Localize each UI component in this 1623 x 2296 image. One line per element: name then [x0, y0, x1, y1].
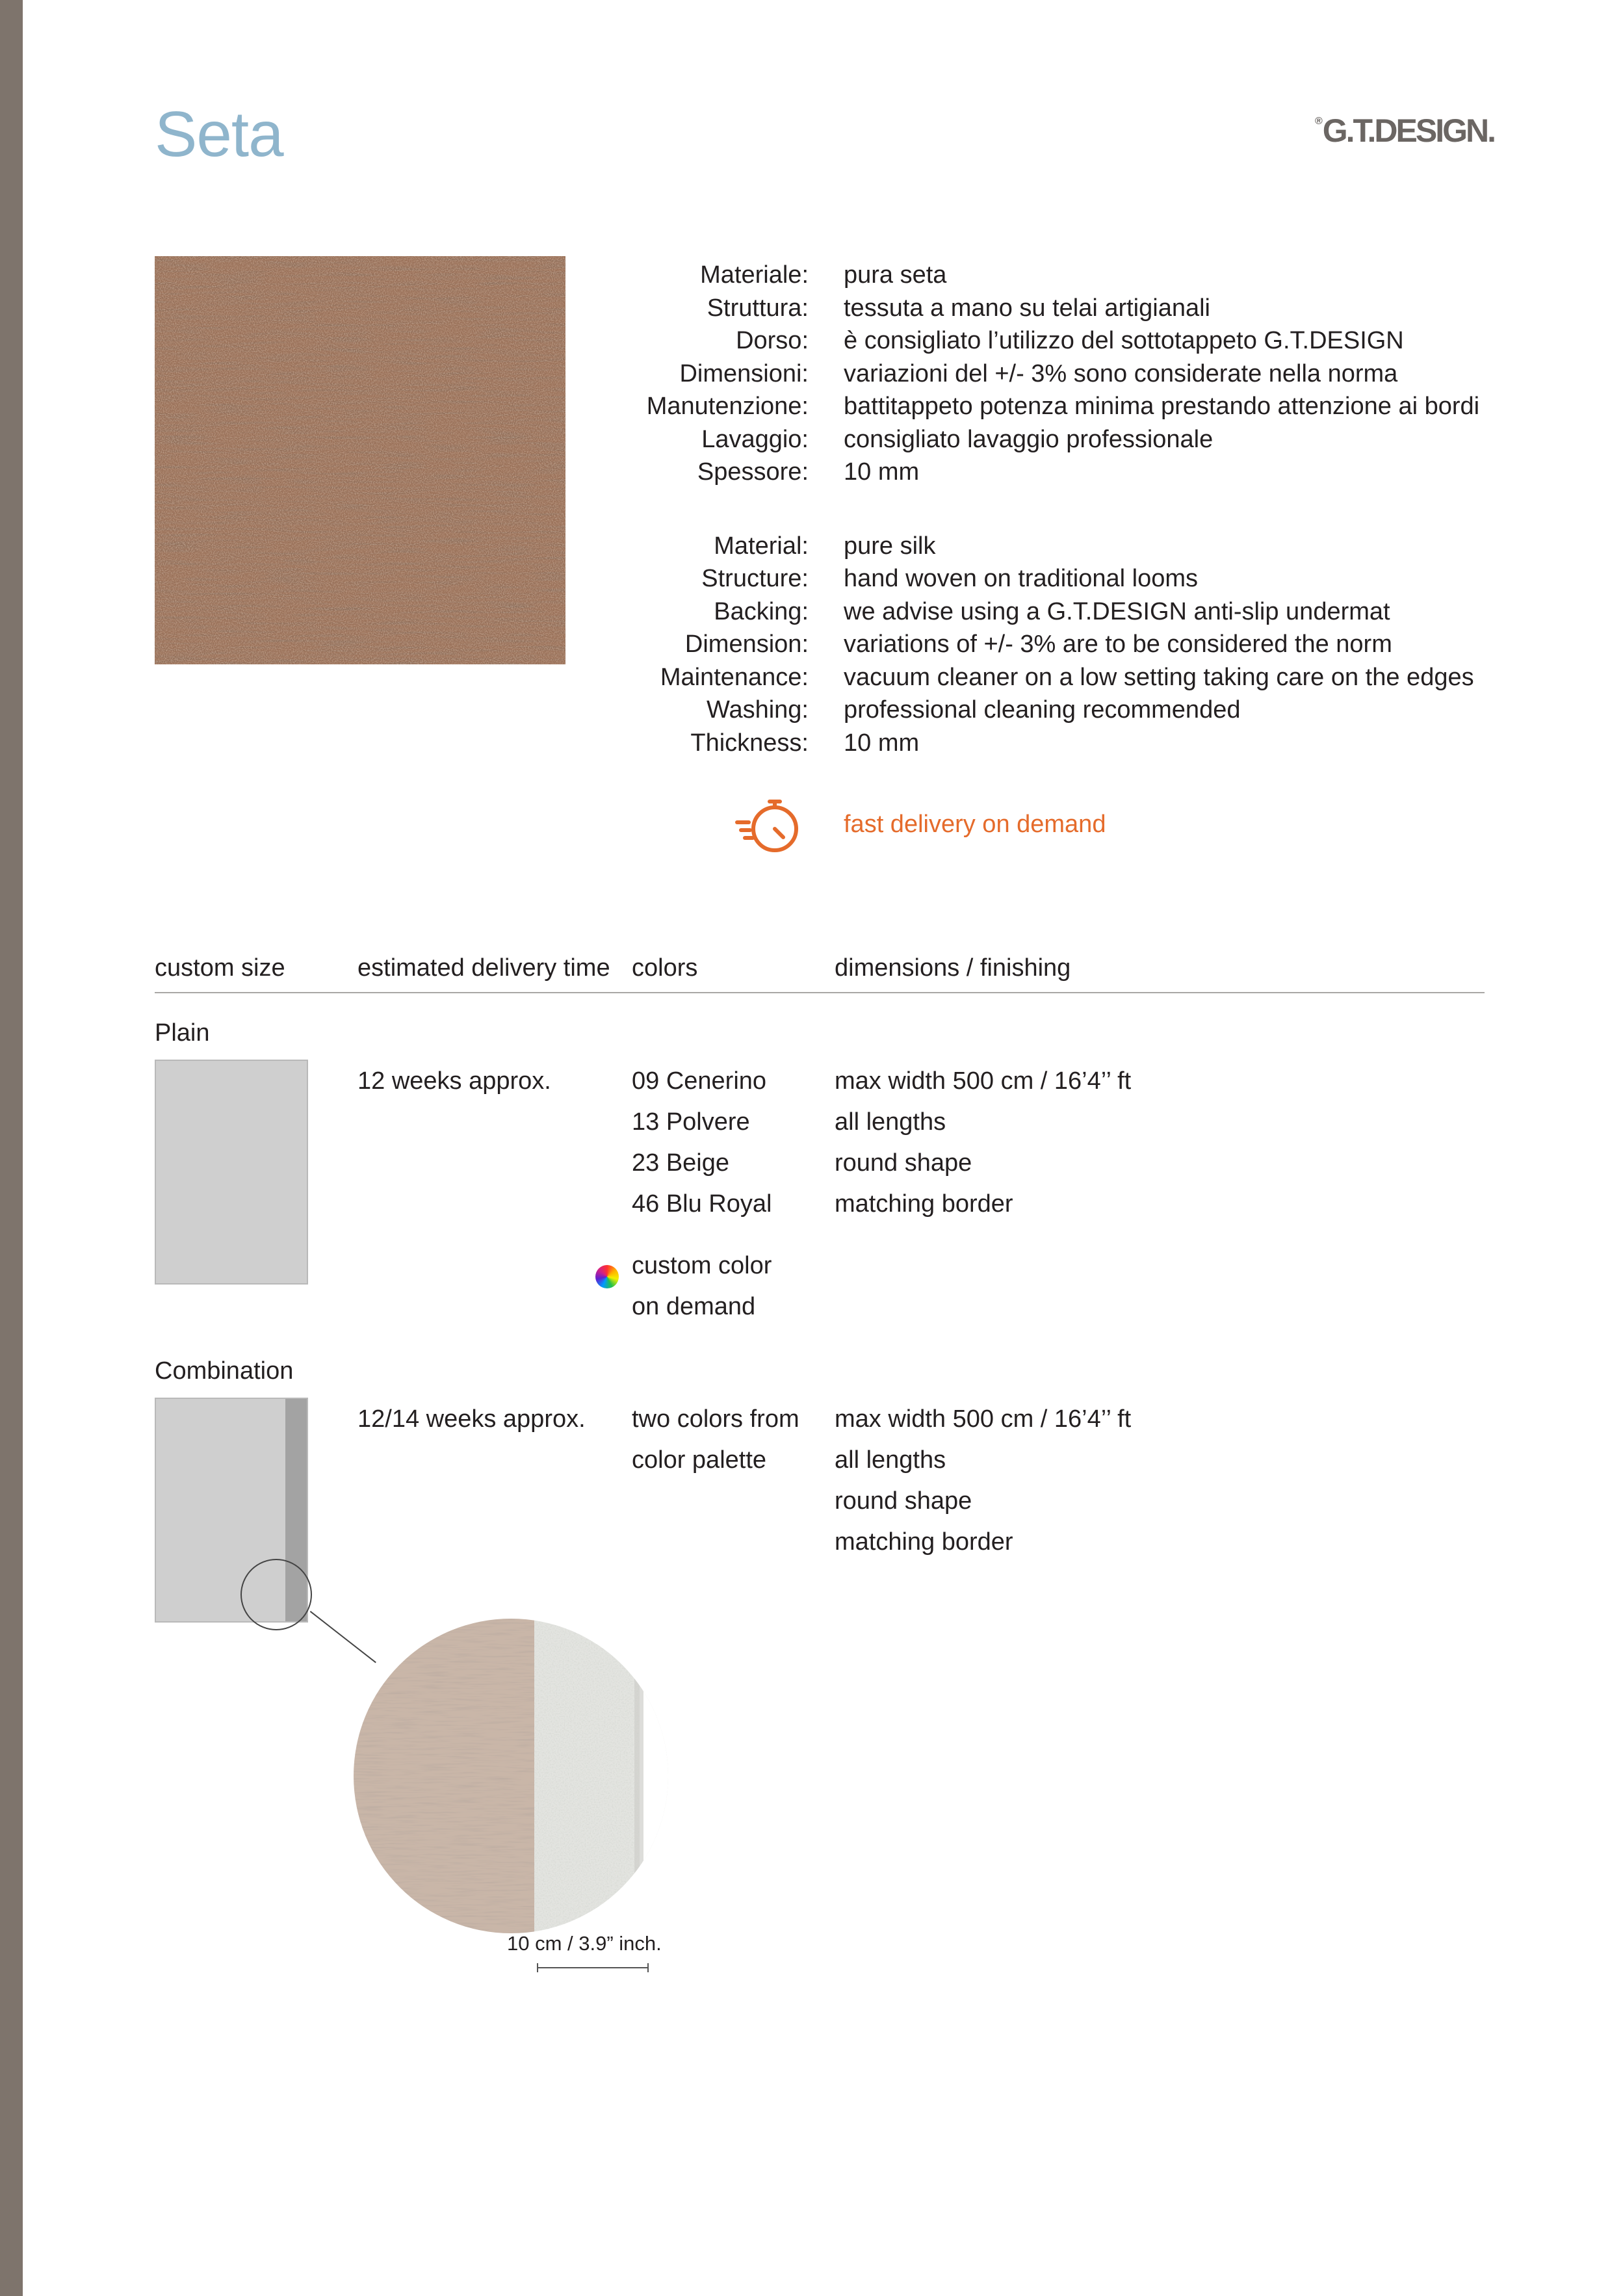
table-header	[155, 954, 1485, 993]
spec-label: Manutenzione:	[646, 393, 809, 420]
spec-row	[585, 595, 1560, 629]
spec-row	[585, 628, 1560, 661]
registered-mark: ®	[1314, 116, 1323, 127]
spec-label: Washing:	[707, 696, 809, 724]
spec-label: Spessore:	[697, 458, 809, 486]
spec-label: Lavaggio:	[701, 425, 809, 453]
specs-italian	[585, 259, 1560, 489]
spec-value: 10 mm	[844, 458, 920, 486]
spec-label: Dimensioni:	[679, 359, 809, 387]
spec-row	[585, 530, 1560, 563]
dimension-item: max width 500 cm / 16’4’’ ft	[835, 1067, 1132, 1095]
spec-value: pura seta	[844, 261, 947, 289]
spec-label: Struttura:	[707, 294, 809, 322]
spec-label: Materiale:	[700, 261, 809, 289]
spec-value: consigliato lavaggio professionale	[844, 425, 1214, 453]
scale-bar	[537, 1967, 649, 1968]
brand-name: G.T.DESIGN.	[1322, 112, 1494, 149]
custom-color-line: custom color	[632, 1252, 772, 1279]
brand-logo	[1315, 112, 1494, 150]
specs-block	[585, 259, 1560, 759]
spec-value: tessuta a mano su telai artigianali	[844, 294, 1210, 322]
color-item: 13 Polvere	[632, 1108, 750, 1136]
color-wheel-icon	[595, 1265, 619, 1288]
spec-value: vacuum cleaner on a low setting taking care on the edges	[844, 663, 1474, 691]
plain-delivery	[357, 1061, 551, 1102]
page-title: Seta	[155, 98, 283, 170]
fast-delivery	[734, 796, 1106, 856]
spec-value: variations of +/- 3% are to be considered the norm	[844, 631, 1392, 658]
spec-value: professional cleaning recommended	[844, 696, 1241, 724]
spec-row	[585, 324, 1560, 358]
spec-label: Structure:	[701, 565, 809, 592]
spec-value: variazioni del +/- 3% sono considerate nella norma	[844, 359, 1398, 387]
spec-row	[585, 390, 1560, 423]
spec-row	[585, 259, 1560, 292]
stopwatch-fast-icon	[734, 796, 805, 856]
header-custom-size: custom size	[155, 954, 285, 982]
color-item: two colors from	[632, 1405, 799, 1433]
plain-delivery-text: 12 weeks approx.	[357, 1067, 551, 1095]
plain-sample	[155, 1060, 308, 1285]
spec-label: Material:	[714, 532, 809, 560]
combination-colors	[632, 1399, 799, 1481]
specs-english	[585, 530, 1560, 760]
combination-dimensions	[835, 1399, 1131, 1563]
dimension-item: matching border	[835, 1190, 1013, 1218]
spec-value: 10 mm	[844, 729, 920, 757]
plain-label: Plain	[155, 1019, 210, 1047]
spec-value: battitappeto potenza minima prestando attenzione ai bordi	[844, 393, 1480, 420]
spec-value: hand woven on traditional looms	[844, 565, 1199, 592]
header-dimensions: dimensions / finishing	[835, 954, 1071, 982]
spec-row	[585, 456, 1560, 489]
color-item: 23 Beige	[632, 1149, 730, 1177]
spec-row	[585, 358, 1560, 391]
combination-label: Combination	[155, 1357, 294, 1385]
spec-row	[585, 292, 1560, 325]
dimension-item: round shape	[835, 1487, 972, 1515]
side-strip	[0, 0, 23, 2296]
color-item: 09 Cenerino	[632, 1067, 767, 1095]
spec-value: pure silk	[844, 532, 936, 560]
combination-delivery-text: 12/14 weeks approx.	[357, 1405, 586, 1433]
plain-colors	[632, 1061, 772, 1225]
spec-row	[585, 694, 1560, 727]
plain-dimensions	[835, 1061, 1131, 1225]
combination-delivery	[357, 1399, 586, 1440]
spec-label: Dimension:	[684, 631, 809, 658]
color-item: color palette	[632, 1446, 767, 1474]
dimension-item: max width 500 cm / 16’4’’ ft	[835, 1405, 1132, 1433]
custom-color	[632, 1246, 772, 1327]
header-colors: colors	[632, 954, 698, 982]
spec-label: Thickness:	[690, 729, 809, 757]
zoom-ring	[240, 1559, 312, 1630]
color-item: 46 Blu Royal	[632, 1190, 772, 1218]
zoom-detail-image	[354, 1619, 668, 1933]
spec-value: we advise using a G.T.DESIGN anti-slip undermat	[844, 597, 1390, 625]
header-delivery-time: estimated delivery time	[357, 954, 610, 982]
spec-row	[585, 661, 1560, 694]
dimension-item: all lengths	[835, 1446, 946, 1474]
spec-label: Backing:	[714, 597, 809, 625]
spec-row	[585, 423, 1560, 456]
dimension-item: round shape	[835, 1149, 972, 1177]
spec-label: Dorso:	[736, 327, 809, 354]
scale-label: 10 cm / 3.9” inch.	[507, 1932, 662, 1955]
rug-texture-swatch	[155, 256, 565, 664]
dimension-item: all lengths	[835, 1108, 946, 1136]
custom-color-line: on demand	[632, 1293, 756, 1320]
spec-row	[585, 727, 1560, 760]
spec-value: è consigliato l’utilizzo del sottotappeto G.T.DESIGN	[844, 327, 1404, 354]
spec-row	[585, 562, 1560, 595]
spec-label: Maintenance:	[660, 663, 809, 691]
dimension-item: matching border	[835, 1528, 1013, 1556]
fast-delivery-text: fast delivery on demand	[844, 811, 1106, 838]
